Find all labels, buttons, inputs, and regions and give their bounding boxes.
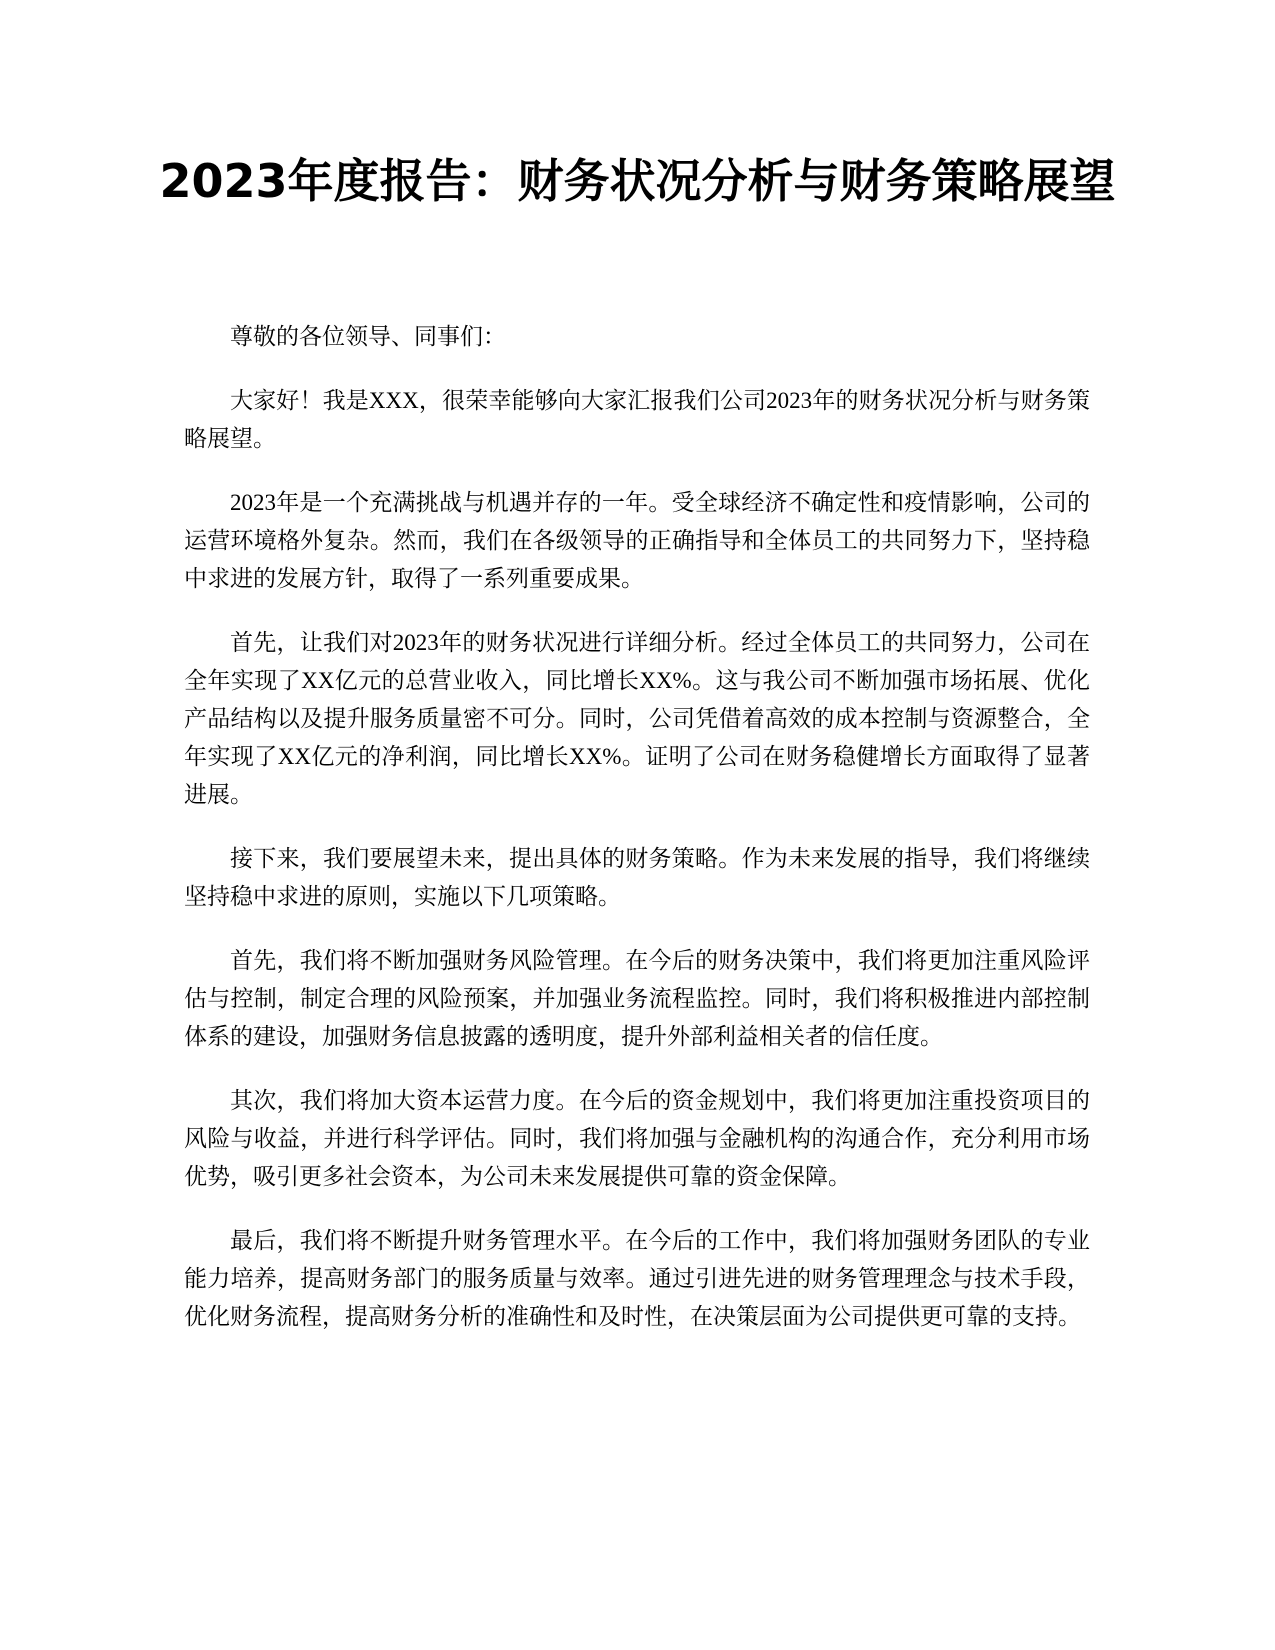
document-title: 2023年度报告：财务状况分析与财务策略展望 (159, 154, 1116, 208)
document-body (184, 318, 1090, 1362)
capital-operation-paragraph: 其次，我们将加大资本运营力度。在今后的资金规划中，我们将更加注重投资项目的风险与收益，并进行科学评估。同时，我们将加强与金融机构的沟通合作，充分利用市场优势，吸引更多社会资本，为公司未来发展提供可靠的资金保障。 (184, 1088, 1090, 1189)
overview-paragraph: 2023年是一个充满挑战与机遇并存的一年。受全球经济不确定性和疫情影响，公司的运营环境格外复杂。然而，我们在各级领导的正确指导和全体员工的共同努力下，坚持稳中求进的发展方针，取得了一系列重要成果。 (184, 490, 1090, 591)
greeting-paragraph: 大家好！我是XXX，很荣幸能够向大家汇报我们公司2023年的财务状况分析与财务策略展望。 (184, 388, 1090, 451)
risk-management-paragraph: 首先，我们将不断加强财务风险管理。在今后的财务决策中，我们将更加注重风险评估与控制，制定合理的风险预案，并加强业务流程监控。同时，我们将积极推进内部控制体系的建设，加强财务信息披露的透明度，提升外部利益相关者的信任度。 (184, 948, 1090, 1049)
management-level-paragraph: 最后，我们将不断提升财务管理水平。在今后的工作中，我们将加强财务团队的专业能力培养，提高财务部门的服务质量与效率。通过引进先进的财务管理理念与技术手段，优化财务流程，提高财务分析的准确性和及时性，在决策层面为公司提供更可靠的支持。 (184, 1228, 1090, 1329)
strategy-intro-paragraph: 接下来，我们要展望未来，提出具体的财务策略。作为未来发展的指导，我们将继续坚持稳中求进的原则，实施以下几项策略。 (184, 846, 1090, 909)
salutation-paragraph: 尊敬的各位领导、同事们： (230, 324, 506, 349)
financial-analysis-paragraph: 首先，让我们对2023年的财务状况进行详细分析。经过全体员工的共同努力，公司在全年实现了XX亿元的总营业收入，同比增长XX%。这与我公司不断加强市场拓展、优化产品结构以及提升服务质量密不可分。同时，公司凭借着高效的成本控制与资源整合，全年实现了XX亿元的净利润，同比增长XX%。证明了公司在财务稳健增长方面取得了显著进展。 (184, 630, 1090, 807)
